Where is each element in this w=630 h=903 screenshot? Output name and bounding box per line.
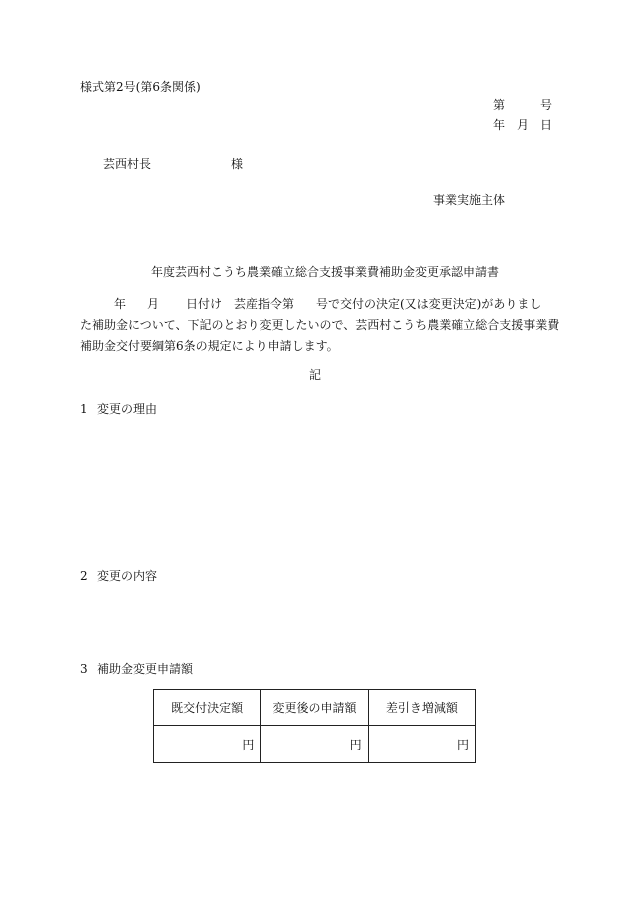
section-1-title: 変更の理由 — [97, 402, 158, 416]
body-day-of: 日付け — [186, 297, 223, 311]
amount-table — [153, 689, 476, 763]
body-ref: 芸産指令第 — [234, 297, 295, 311]
current-decision-cell: 円 — [154, 726, 261, 763]
body-paragraph — [80, 294, 558, 357]
difference-cell: 円 — [368, 726, 475, 763]
section-2-number: 2 — [80, 569, 88, 583]
body-month: 月 — [147, 297, 160, 311]
body-line-3: 補助金交付要綱第6条の規定により申請します。 — [80, 339, 339, 353]
body-rest: 号で交付の決定(又は変更決定)がありまし — [316, 297, 542, 311]
doc-number-prefix: 第 — [493, 98, 506, 112]
addressee-title: 芸西村長 — [103, 157, 152, 171]
section-3-number: 3 — [80, 662, 88, 676]
table-row — [154, 726, 476, 763]
section-2-title: 変更の内容 — [97, 569, 158, 583]
document-title: 年度芸西村こうち農業確立総合支援事業費補助金変更承認申請書 — [151, 265, 500, 279]
form-label: 様式第2号(第6条関係) — [80, 80, 201, 94]
date-year: 年 — [493, 118, 506, 132]
ki-heading: 記 — [309, 368, 322, 382]
applicant-label: 事業実施主体 — [433, 193, 506, 207]
revised-amount-cell: 円 — [261, 726, 368, 763]
date-day: 日 — [540, 118, 553, 132]
addressee-honorific: 様 — [231, 157, 244, 171]
header-difference: 差引き増減額 — [368, 690, 475, 726]
body-year: 年 — [114, 297, 127, 311]
doc-number-suffix: 号 — [540, 98, 553, 112]
header-revised-amount: 変更後の申請額 — [261, 690, 368, 726]
date-month: 月 — [517, 118, 530, 132]
header-current-decision: 既交付決定額 — [154, 690, 261, 726]
section-1-number: 1 — [80, 402, 88, 416]
section-3-title: 補助金変更申請額 — [97, 662, 194, 676]
body-line-2: た補助金について、下記のとおり変更したいので、芸西村こうち農業確立総合支援事業費 — [80, 318, 560, 332]
body-line-1 — [80, 294, 558, 315]
table-header-row — [154, 690, 476, 726]
